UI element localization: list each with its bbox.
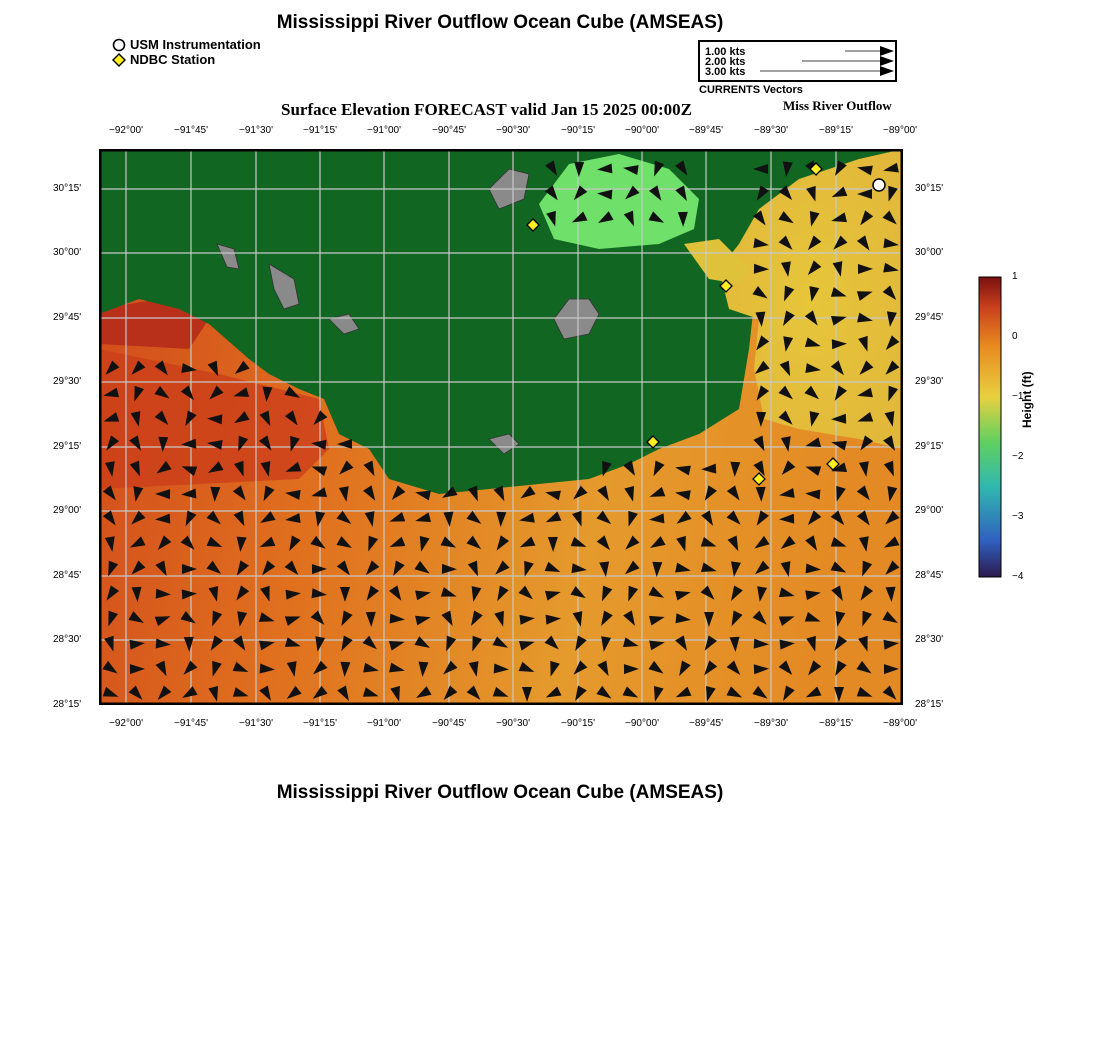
lon-tick-label: −91°30'	[239, 125, 273, 136]
colorbar-tick-label: 0	[1012, 331, 1018, 342]
lon-tick-label: −91°00'	[367, 718, 401, 729]
lat-tick-label: 28°15'	[915, 699, 944, 710]
lon-tick-label: −91°15'	[303, 718, 337, 729]
lon-tick-label: −89°15'	[819, 718, 853, 729]
legend-usm-label: USM Instrumentation	[130, 37, 261, 52]
lat-tick-label: 30°15'	[53, 183, 82, 194]
lon-tick-label: −89°00'	[883, 718, 917, 729]
lat-tick-label: 29°45'	[53, 312, 82, 323]
legend-ndbc-label: NDBC Station	[130, 52, 216, 67]
lat-tick-label: 30°00'	[53, 247, 82, 258]
lon-tick-label: −91°15'	[303, 125, 337, 136]
colorbar-tick-label: −1	[1012, 391, 1024, 402]
lon-tick-label: −91°45'	[174, 718, 208, 729]
vector-label-1: 1.00 kts	[705, 46, 746, 58]
lat-tick-label: 28°45'	[915, 570, 944, 581]
lon-tick-label: −90°45'	[432, 718, 466, 729]
usm-instrument-marker	[873, 179, 885, 191]
lon-tick-label: −91°45'	[174, 125, 208, 136]
lon-tick-label: −91°00'	[367, 125, 401, 136]
ndbc-diamond-icon	[112, 53, 126, 67]
lat-tick-label: 29°15'	[53, 441, 82, 452]
lat-tick-label: 28°45'	[53, 570, 82, 581]
lat-tick-label: 29°30'	[53, 376, 82, 387]
lon-tick-label: −92°00'	[109, 718, 143, 729]
lat-tick-label: 29°00'	[915, 505, 944, 516]
legend-usm	[112, 37, 261, 52]
lat-tick-label: 28°30'	[915, 634, 944, 645]
lon-tick-label: −92°00'	[109, 125, 143, 136]
lon-tick-label: −90°45'	[432, 125, 466, 136]
lon-tick-label: −90°30'	[496, 125, 530, 136]
lat-tick-label: 28°30'	[53, 634, 82, 645]
lat-tick-label: 30°15'	[915, 183, 944, 194]
vector-legend-box	[698, 40, 897, 82]
vector-legend-title: CURRENTS Vectors	[699, 84, 803, 96]
colorbar-gradient	[979, 277, 1001, 577]
page-title: Mississippi River Outflow Ocean Cube (AMSEAS)	[276, 12, 724, 33]
colorbar-tick-label: −3	[1012, 511, 1024, 522]
lon-tick-label: −90°30'	[496, 718, 530, 729]
lat-tick-label: 28°15'	[53, 699, 82, 710]
colorbar-tick-label: 1	[1012, 271, 1018, 282]
lat-tick-label: 29°30'	[915, 376, 944, 387]
lon-tick-label: −89°15'	[819, 125, 853, 136]
lat-tick-label: 29°15'	[915, 441, 944, 452]
usm-circle-icon	[112, 38, 126, 52]
lat-tick-label: 30°00'	[915, 247, 944, 258]
colorbar-tick-label: −4	[1012, 571, 1024, 582]
lon-tick-label: −91°30'	[239, 718, 273, 729]
lon-tick-label: −89°45'	[689, 718, 723, 729]
lon-tick-label: −89°30'	[754, 125, 788, 136]
region-label: Miss River Outflow	[783, 98, 892, 113]
vector-arrows-icon	[700, 42, 895, 80]
lon-tick-label: −90°00'	[625, 125, 659, 136]
surface-elevation-map	[99, 149, 903, 705]
marker-legend	[112, 37, 261, 67]
legend-ndbc	[112, 52, 261, 67]
lat-tick-label: 29°00'	[53, 505, 82, 516]
lon-tick-label: −90°15'	[561, 718, 595, 729]
vector-label-2: 2.00 kts	[705, 56, 746, 68]
colorbar-label: Height (ft)	[1020, 371, 1034, 428]
vector-label-3: 3.00 kts	[705, 66, 746, 78]
lon-tick-label: −89°30'	[754, 718, 788, 729]
colorbar-tick-label: −2	[1012, 451, 1024, 462]
colorbar	[978, 276, 1004, 578]
lon-tick-label: −90°00'	[625, 718, 659, 729]
lat-tick-label: 29°45'	[915, 312, 944, 323]
bottom-title: Mississippi River Outflow Ocean Cube (AMSEAS)	[276, 782, 724, 803]
lon-tick-label: −89°45'	[689, 125, 723, 136]
lon-tick-label: −89°00'	[883, 125, 917, 136]
map-subtitle: Surface Elevation FORECAST valid Jan 15 2025 00:00Z	[281, 100, 693, 119]
lon-tick-label: −90°15'	[561, 125, 595, 136]
